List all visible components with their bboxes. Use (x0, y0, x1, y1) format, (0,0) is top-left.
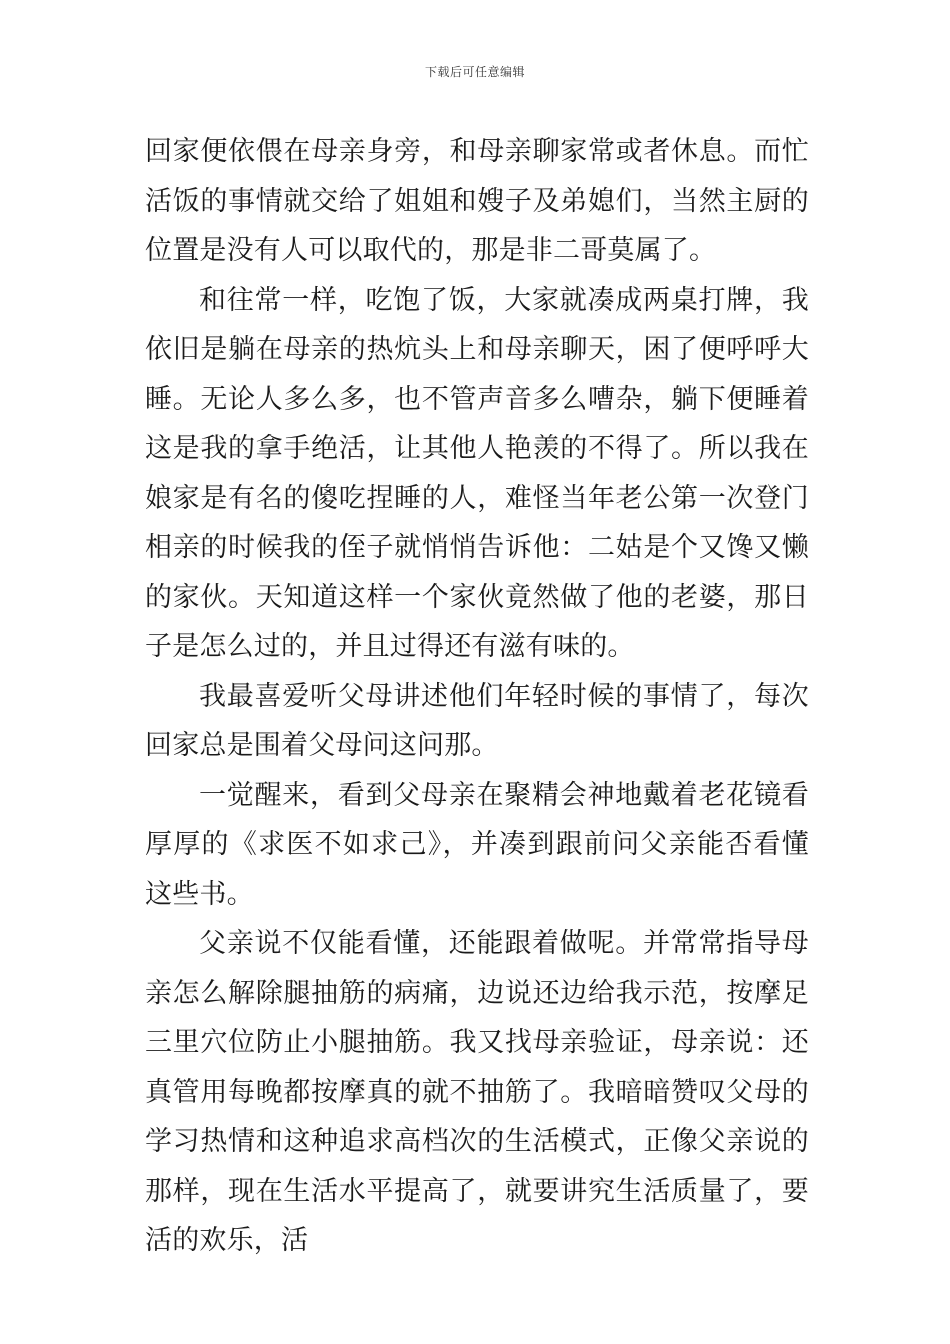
page-header: 下载后可任意编辑 (424, 65, 525, 79)
paragraph-4: 一觉醒来，看到父母亲在聚精会神地戴着老花镜看厚厚的《求医不如求己》，并凑到跟前问父亲能否看懂这些书。 (145, 779, 809, 910)
paragraph-3: 我最喜爱听父母讲述他们年轻时候的事情了，每次回家总是围着父母问这问那。 (145, 680, 809, 761)
document-body (145, 127, 809, 1266)
paragraph-5: 父亲说不仅能看懂，还能跟着做呢。并常常指导母亲怎么解除腿抽筋的病痛，边说还边给我示范，按摩足三里穴位防止小腿抽筋。我又找母亲验证，母亲说：还真管用每晚都按摩真的就不抽筋了。我暗暗赞叹父母的学习热情和这种追求高档次的生活模式，正像父亲说的那样，现在生活水平提高了，就要讲究生活质量了，要活的欢乐，活 (145, 928, 809, 1256)
paragraph-1: 回家便依偎在母亲身旁，和母亲聊家常或者休息。而忙活饭的事情就交给了姐姐和嫂子及弟媳们，当然主厨的位置是没有人可以取代的，那是非二哥莫属了。 (145, 136, 809, 266)
paragraph-2: 和往常一样，吃饱了饭，大家就凑成两桌打牌，我依旧是躺在母亲的热炕头上和母亲聊天，困了便呼呼大睡。无论人多么多，也不管声音多么嘈杂，躺下便睡着这是我的拿手绝活，让其他人艳羡的不得了。所以我在娘家是有名的傻吃捏睡的人，难怪当年老公第一次登门相亲的时候我的侄子就悄悄告诉他：二姑是个又馋又懒的家伙。天知道这样一个家伙竟然做了他的老婆，那日子是怎么过的，并且过得还有滋有味的。 (145, 284, 809, 662)
